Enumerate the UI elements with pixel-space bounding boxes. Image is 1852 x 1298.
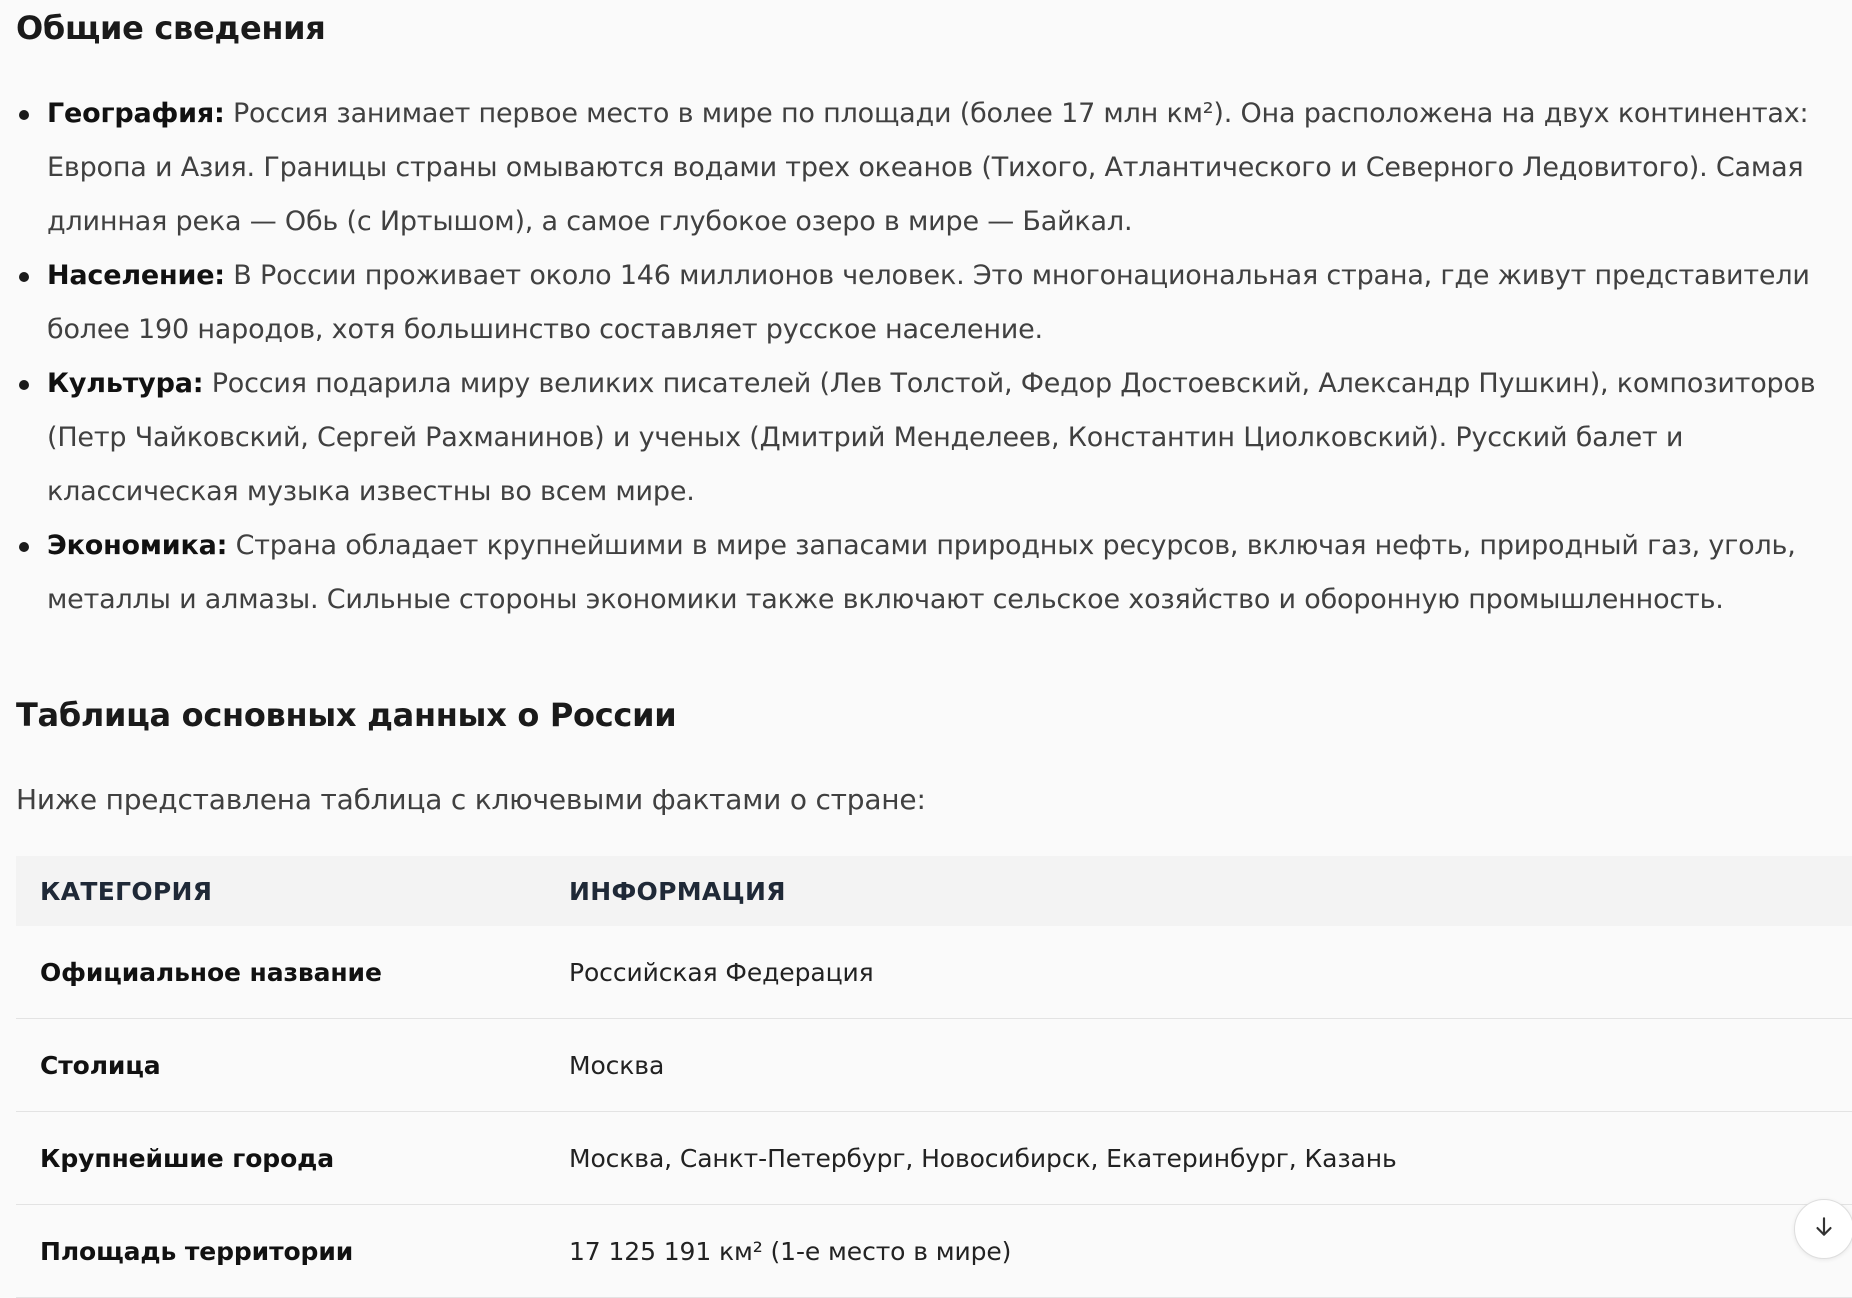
- table-header-row: [16, 856, 1852, 926]
- section-title-table: Таблица основных данных о России: [16, 696, 677, 734]
- section-title-general: Общие сведения: [16, 9, 326, 47]
- arrow-down-icon: [1811, 1214, 1837, 1244]
- cell-information: Москва: [545, 1019, 1852, 1112]
- cell-category: Столица: [16, 1019, 545, 1112]
- cell-information: Москва, Санкт-Петербург, Новосибирск, Екатеринбург, Казань: [545, 1112, 1852, 1205]
- list-item: [16, 519, 1816, 627]
- table-row: [16, 1019, 1852, 1112]
- item-label: Население:: [47, 260, 225, 291]
- table-row: [16, 1112, 1852, 1205]
- bullet-icon: [19, 110, 29, 120]
- column-header-information: ИНФОРМАЦИЯ: [545, 856, 1852, 926]
- item-text: Россия занимает первое место в мире по площади (более 17 млн км²). Она расположена на двух континентах: Европа и Азия. Границы страны омываются водами трех океанов (Тихого, Атлантического и Северного Ледовитого). Самая длинная река — Обь (с Иртышом), а самое глубокое озеро в мире — Байкал.: [47, 98, 1809, 237]
- cell-information: Российская Федерация: [545, 926, 1852, 1019]
- item-text: Страна обладает крупнейшими в мире запасами природных ресурсов, включая нефть, природный газ, уголь, металлы и алмазы. Сильные стороны экономики также включают сельское хозяйство и оборонную промышленность.: [47, 530, 1796, 615]
- scroll-to-bottom-button[interactable]: [1794, 1199, 1852, 1259]
- item-text: В России проживает около 146 миллионов человек. Это многонациональная страна, где живут представители более 190 народов, хотя большинство составляет русское население.: [47, 260, 1810, 345]
- table-row: [16, 1205, 1852, 1298]
- cell-information: 17 125 191 км² (1-е место в мире): [545, 1205, 1852, 1298]
- list-item: [16, 87, 1816, 249]
- bullet-icon: [19, 272, 29, 282]
- bullet-icon: [19, 380, 29, 390]
- bullet-icon: [19, 542, 29, 552]
- list-item: [16, 357, 1816, 519]
- column-header-category: КАТЕГОРИЯ: [16, 856, 545, 926]
- cell-category: Официальное название: [16, 926, 545, 1019]
- item-label: География:: [47, 98, 225, 129]
- cell-category: Крупнейшие города: [16, 1112, 545, 1205]
- table-row: [16, 926, 1852, 1019]
- facts-table: [16, 856, 1852, 1298]
- item-label: Культура:: [47, 368, 204, 399]
- list-item: [16, 249, 1816, 357]
- item-text: Россия подарила миру великих писателей (Лев Толстой, Федор Достоевский, Александр Пушкин), композиторов (Петр Чайковский, Сергей Рахманинов) и ученых (Дмитрий Менделеев, Константин Циолковский). Русский балет и классическая музыка известны во всем мире.: [47, 368, 1816, 507]
- facts-list: [16, 87, 1816, 627]
- table-intro: Ниже представлена таблица с ключевыми фактами о стране:: [16, 783, 926, 816]
- cell-category: Площадь территории: [16, 1205, 545, 1298]
- item-label: Экономика:: [47, 530, 228, 561]
